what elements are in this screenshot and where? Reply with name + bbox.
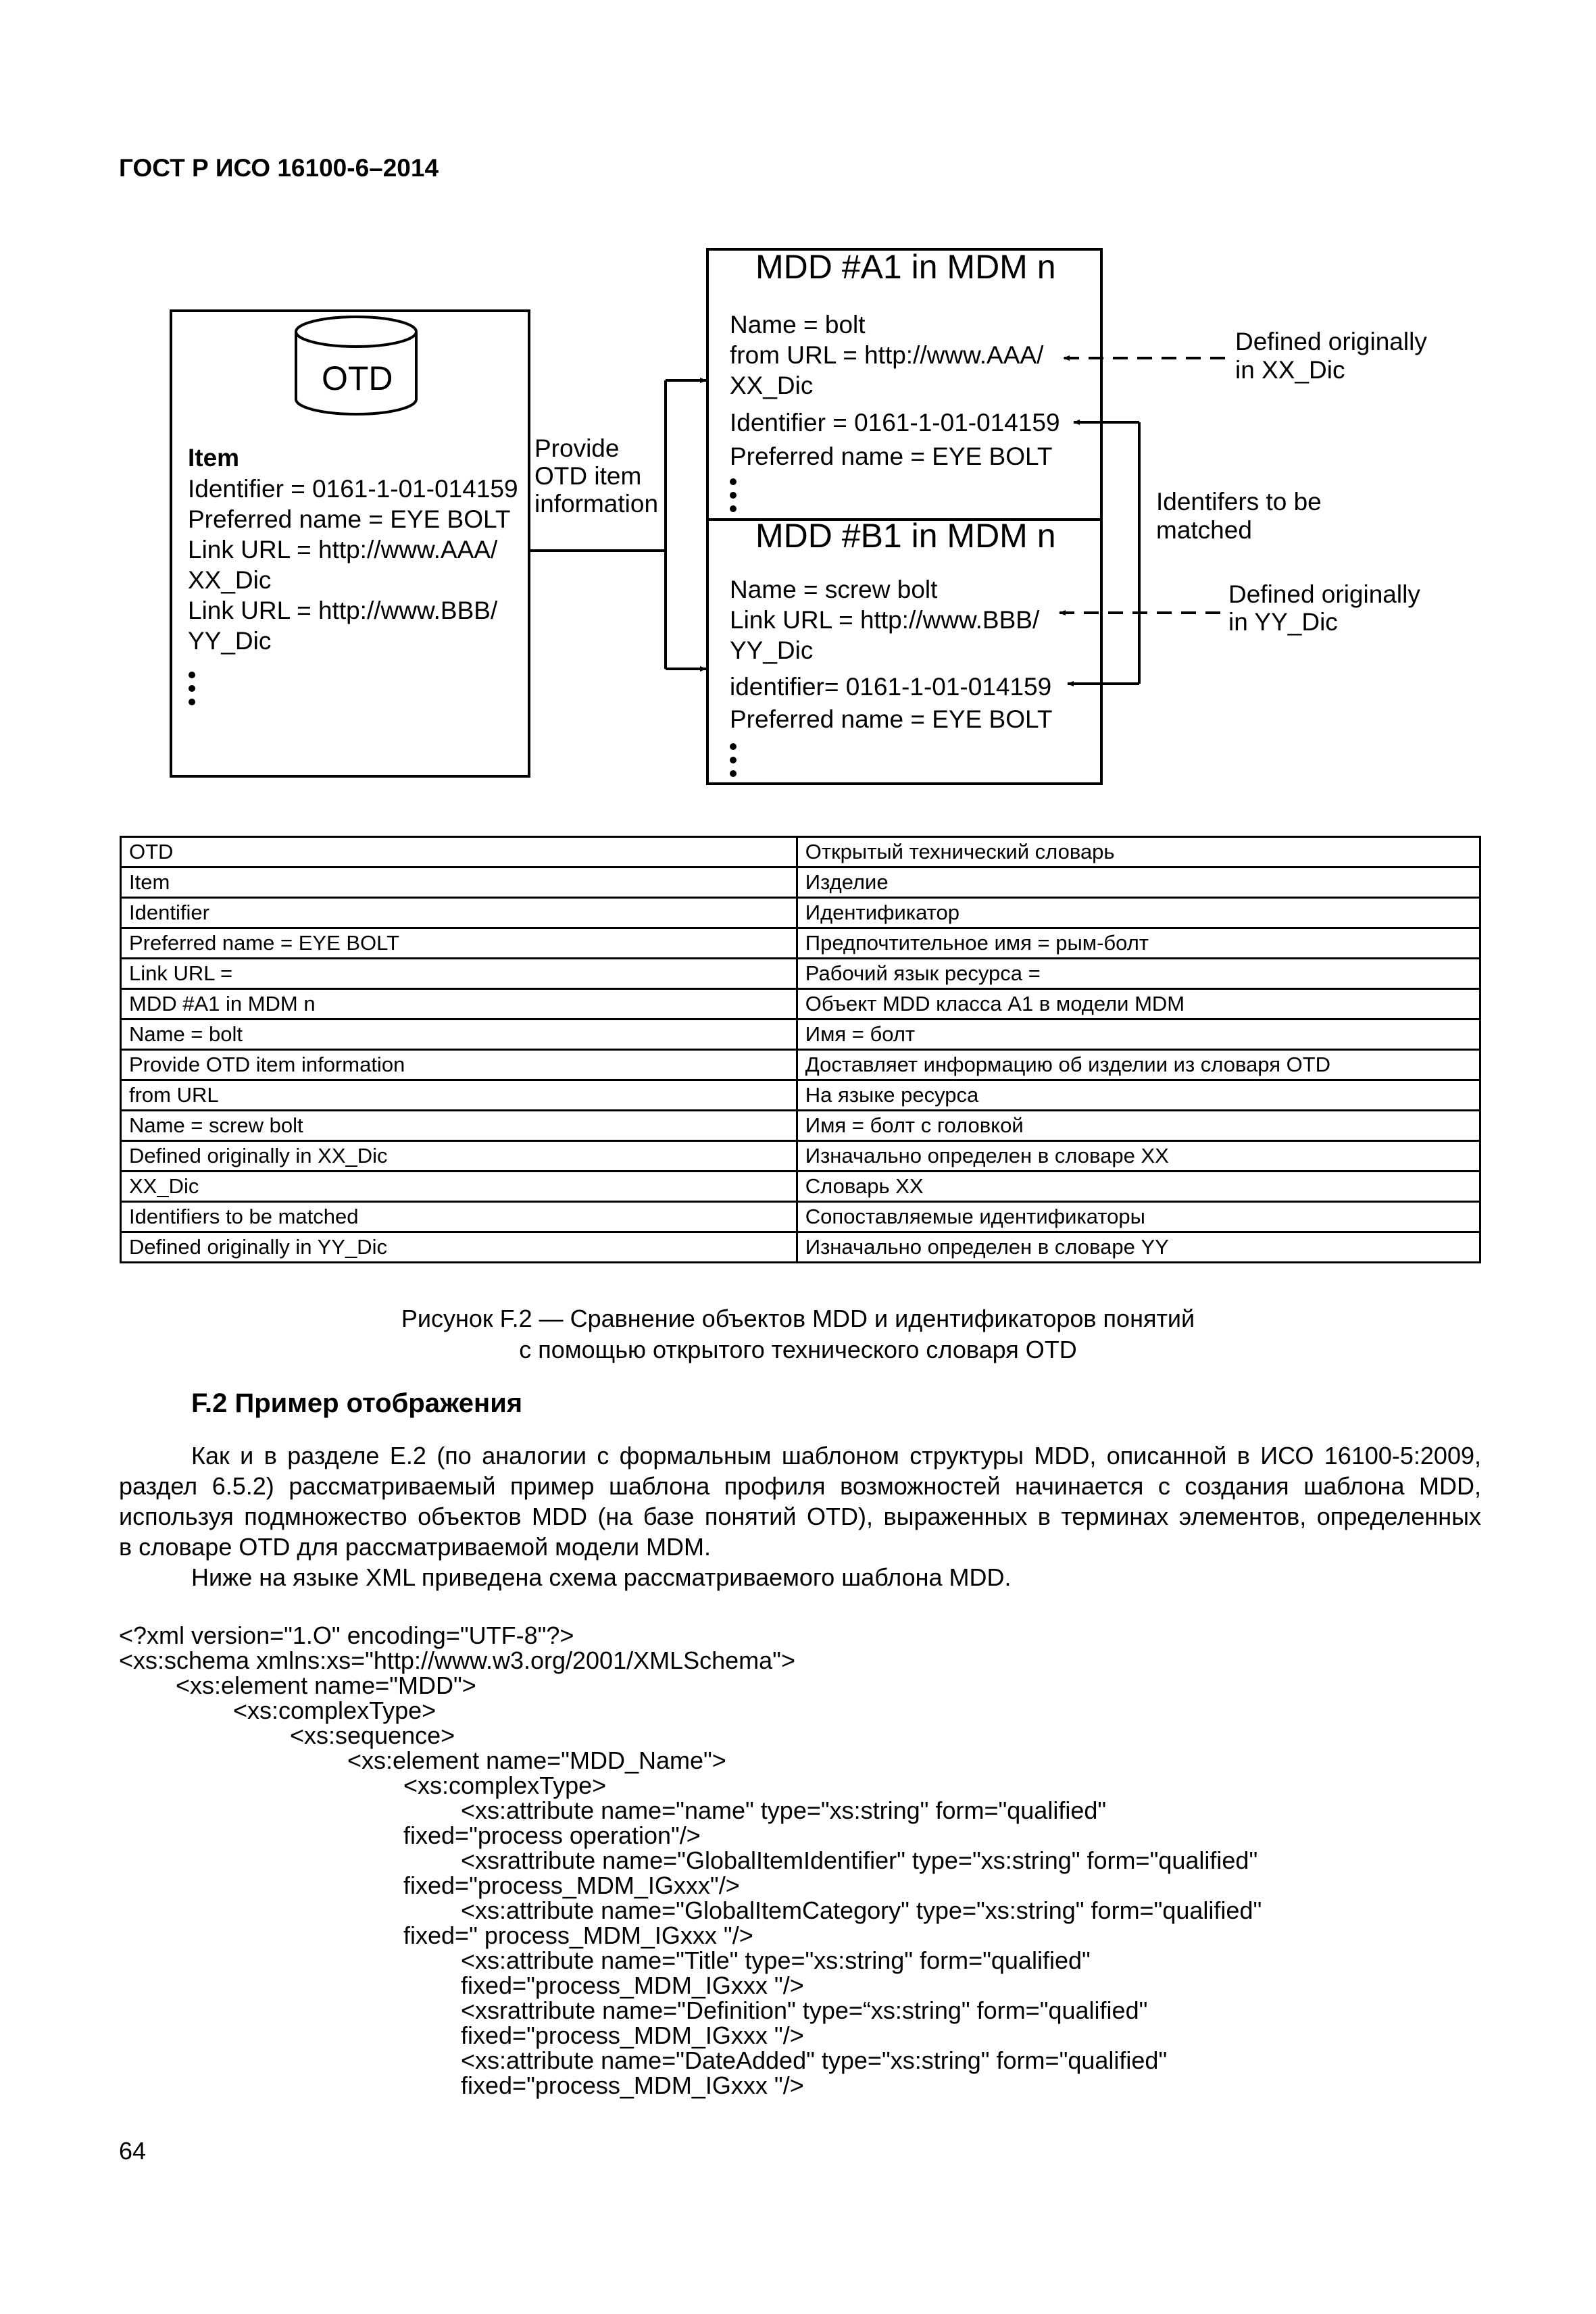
table-cell-translation: На языке ресурса <box>797 1080 1480 1111</box>
note-defined-yy: in YY_Dic <box>1228 608 1338 636</box>
table-cell-translation: Идентификатор <box>797 898 1480 928</box>
mdd-a1-line: XX_Dic <box>730 372 814 399</box>
paragraph-1-line: используя подмножество объектов MDD (на базе понятий OTD), выраженных в терминах элементов, определенных <box>119 1503 1481 1530</box>
otd-item-heading: Item <box>188 444 240 472</box>
table-row <box>121 837 1480 867</box>
code-line: <xs:attribute name="name" type="xs:string" form="qualified" <box>461 1796 1107 1824</box>
mdd-b1-line: YY_Dic <box>730 636 814 664</box>
code-line: fixed="process_MDM_IGxxx"/> <box>403 1871 740 1899</box>
otd-item-line: Link URL = http://www.AAA/ <box>188 536 498 563</box>
table-row <box>121 928 1480 959</box>
provide-label: Provide <box>534 434 620 462</box>
table-cell-translation: Имя = болт <box>797 1020 1480 1050</box>
mdd-b1-line: Link URL = http://www.BBB/ <box>730 606 1040 634</box>
note-identifiers: Identifers to be <box>1156 488 1322 515</box>
code-line: <xs:attribute name="Title" type="xs:string" form="qualified" <box>461 1946 1091 1974</box>
paragraph-2: Ниже на языке XML приведена схема рассматриваемого шаблона MDD. <box>191 1563 1012 1591</box>
figure-connectors <box>0 0 1596 811</box>
table-row <box>121 1080 1480 1111</box>
paragraph-1-line: в словаре OTD для рассматриваемой модели MDM. <box>119 1533 712 1561</box>
note-defined-yy: Defined originally <box>1228 580 1420 608</box>
table-cell-term: Preferred name = EYE BOLT <box>121 928 797 959</box>
code-line: fixed="process_MDM_IGxxx "/> <box>461 1971 804 1999</box>
section-title: F.2 Пример отображения <box>191 1388 523 1418</box>
code-line: <xs:complexType> <box>403 1771 607 1799</box>
table-row <box>121 989 1480 1020</box>
table-cell-term: Name = screw bolt <box>121 1111 797 1141</box>
code-line: <xsrattribute name="GlobalItemIdentifier" type="xs:string" form="qualified" <box>461 1846 1258 1874</box>
code-line: fixed="process_MDM_IGxxx "/> <box>461 2071 804 2099</box>
code-line: fixed="process_MDM_IGxxx "/> <box>461 2021 804 2049</box>
otd-item-line: Identifier = 0161-1-01-014159 <box>188 475 518 503</box>
mdd-b1-line: identifier= 0161-1-01-014159 <box>730 673 1052 701</box>
table-cell-translation: Изначально определен в словаре YY <box>797 1232 1480 1263</box>
table-cell-translation: Доставляет информацию об изделии из словаря OTD <box>797 1050 1480 1080</box>
code-line: <xs:element name="MDD"> <box>176 1671 476 1699</box>
provide-label: OTD item <box>534 462 642 490</box>
table-cell-term: Defined originally in YY_Dic <box>121 1232 797 1263</box>
mdd-a1-line: Name = bolt <box>730 311 866 338</box>
table-row <box>121 1111 1480 1141</box>
table-cell-translation: Объект MDD класса A1 в модели MDM <box>797 989 1480 1020</box>
code-line: <xs:element name="MDD_Name"> <box>347 1746 726 1774</box>
page-number: 64 <box>119 2137 147 2165</box>
mdd-a1-line: Identifier = 0161-1-01-014159 <box>730 409 1060 436</box>
otd-item-line: XX_Dic <box>188 566 272 594</box>
code-line: <xs:attribute name="GlobalItemCategory" type="xs:string" form="qualified" <box>461 1896 1262 1924</box>
code-line: <xsrattribute name="Definition" type=“xs:string" form="qualified" <box>461 1996 1148 2024</box>
table-cell-translation: Имя = болт с головкой <box>797 1111 1480 1141</box>
otd-item-line: Link URL = http://www.BBB/ <box>188 597 498 624</box>
mdd-a1-title: MDD #A1 in MDM n <box>755 248 1056 286</box>
code-line: <xs:schema xmlns:xs="http://www.w3.org/2001/XMLSchema"> <box>119 1646 795 1674</box>
table-cell-term: OTD <box>121 837 797 867</box>
otd-db-label: OTD <box>322 359 393 397</box>
otd-item-line: Preferred name = EYE BOLT <box>188 505 511 533</box>
code-line: fixed=" process_MDM_IGxxx "/> <box>403 1921 753 1949</box>
paragraph-1-line: Как и в разделе Е.2 (по аналогии с формальным шаблоном структуры MDD, описанной в ИСО 16100-5:2009, <box>191 1442 1481 1469</box>
table-row <box>121 1050 1480 1080</box>
mdd-a1-line: from URL = http://www.AAA/ <box>730 341 1044 369</box>
table-row <box>121 1232 1480 1263</box>
legend-table <box>120 836 1481 1263</box>
paragraph-1 <box>119 1440 1481 1562</box>
table-row <box>121 867 1480 898</box>
note-defined-xx: Defined originally <box>1235 328 1427 355</box>
table-cell-term: XX_Dic <box>121 1172 797 1202</box>
table-row <box>121 1202 1480 1232</box>
table-cell-translation: Открытый технический словарь <box>797 837 1480 867</box>
code-line: <xs:attribute name="DateAdded" type="xs:string" form="qualified" <box>461 2046 1168 2074</box>
note-defined-xx: in XX_Dic <box>1235 356 1345 384</box>
figure-caption-line2: с помощью открытого технического словаря OTD <box>519 1336 1077 1363</box>
table-cell-term: Identifiers to be matched <box>121 1202 797 1232</box>
table-row <box>121 959 1480 989</box>
table-cell-term: from URL <box>121 1080 797 1111</box>
table-cell-translation: Словарь XX <box>797 1172 1480 1202</box>
code-line: fixed="process operation"/> <box>403 1821 701 1849</box>
table-cell-term: Defined originally in XX_Dic <box>121 1141 797 1172</box>
mdd-b1-line: Name = screw bolt <box>730 576 938 603</box>
table-cell-translation: Предпочтительное имя = рым-болт <box>797 928 1480 959</box>
table-cell-translation: Изначально определен в словаре XX <box>797 1141 1480 1172</box>
code-line: <xs:sequence> <box>290 1721 455 1749</box>
table-cell-term: Provide OTD item information <box>121 1050 797 1080</box>
mdd-a1-line: Preferred name = EYE BOLT <box>730 443 1053 470</box>
paragraph-1-line: раздел 6.5.2) рассматриваемый пример шаблона профиля возможностей начинается с создания шаблона MDD, <box>119 1472 1481 1500</box>
otd-item-line: YY_Dic <box>188 627 272 655</box>
table-row <box>121 1172 1480 1202</box>
code-line: <?xml version="1.O" encoding="UTF-8"?> <box>119 1621 574 1649</box>
mdd-b1-line: Preferred name = EYE BOLT <box>730 705 1053 733</box>
code-line: <xs:complexType> <box>233 1696 437 1724</box>
table-row <box>121 1020 1480 1050</box>
provide-label: information <box>534 490 659 518</box>
note-identifiers: matched <box>1156 516 1252 544</box>
table-cell-translation: Рабочий язык ресурса = <box>797 959 1480 989</box>
table-cell-term: Item <box>121 867 797 898</box>
table-cell-term: MDD #A1 in MDM n <box>121 989 797 1020</box>
figure-caption-line1: Рисунок F.2 — Сравнение объектов MDD и идентификаторов понятий <box>401 1305 1195 1332</box>
legend-table-body <box>121 837 1480 1263</box>
table-cell-term: Identifier <box>121 898 797 928</box>
table-row <box>121 1141 1480 1172</box>
table-cell-translation: Сопоставляемые идентификаторы <box>797 1202 1480 1232</box>
table-row <box>121 898 1480 928</box>
table-cell-translation: Изделие <box>797 867 1480 898</box>
table-cell-term: Name = bolt <box>121 1020 797 1050</box>
document-header: ГОСТ Р ИСО 16100-6–2014 <box>119 154 439 182</box>
table-cell-term: Link URL = <box>121 959 797 989</box>
mdd-b1-title: MDD #B1 in MDM n <box>755 517 1056 555</box>
